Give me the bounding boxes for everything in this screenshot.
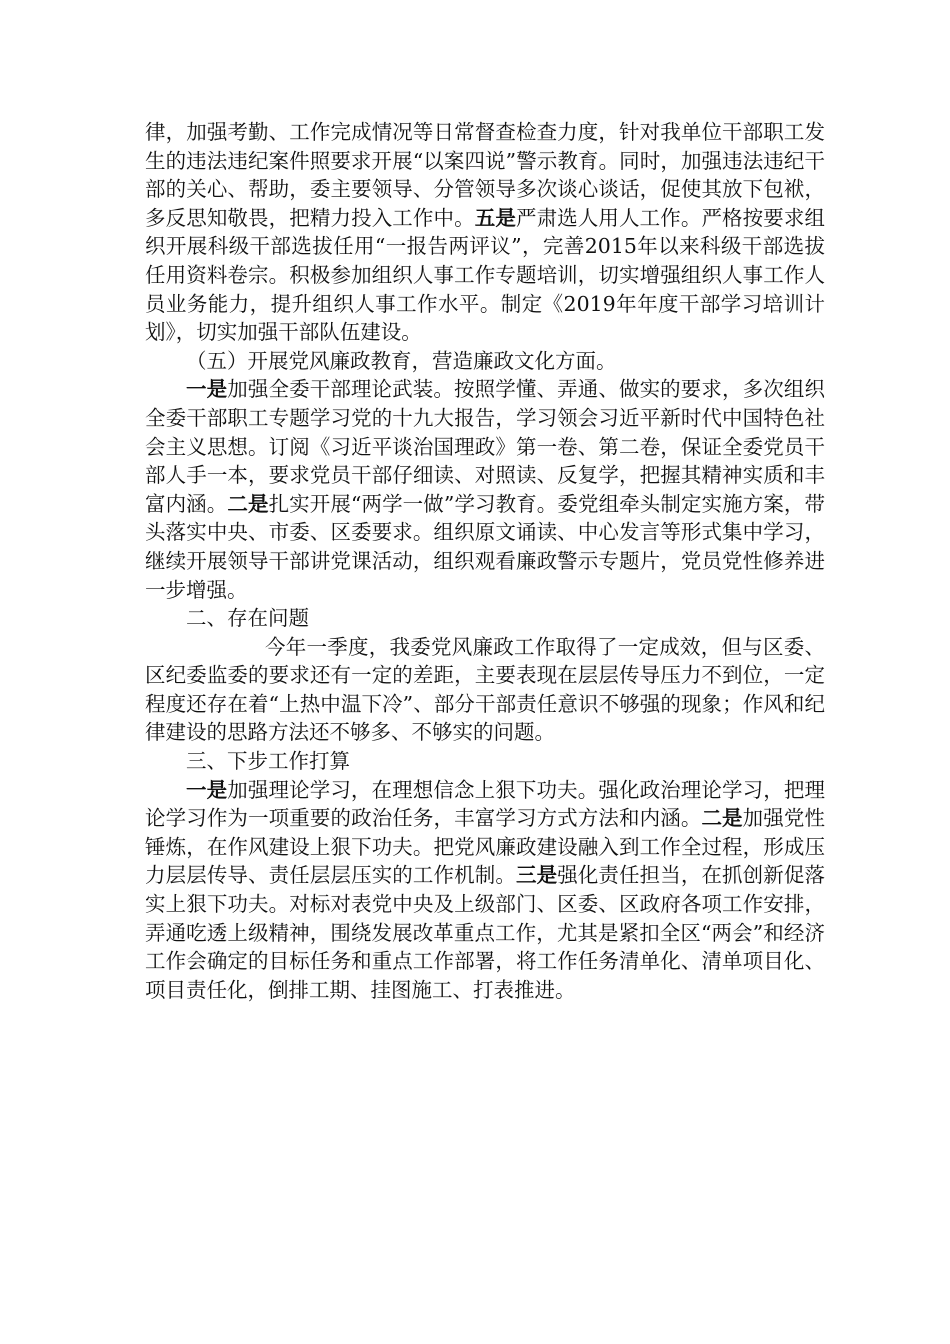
- section-heading-plan: 三、下步工作打算: [186, 749, 350, 774]
- paragraph-text: 加强理论学习，在理想信念上狠下功夫。强化政治理论学习，把理论学习作为一项重要的政治任务，丰富学习方式方法和内涵。: [145, 777, 825, 831]
- keyword-second: 二是: [227, 491, 269, 516]
- keyword-first: 一是: [186, 777, 228, 802]
- paragraph-plan: [145, 776, 825, 1005]
- document-body: [145, 118, 825, 1004]
- keyword-second: 二是: [701, 806, 743, 831]
- keyword-third: 三是: [515, 863, 558, 888]
- paragraph-problems: 今年一季度，我委党风廉政工作取得了一定成效，但与区委、区纪委监委的要求还有一定的差距，主要表现在层层传导压力不到位，一定程度还存在着“上热中温下冷”、部分干部责任意识不够强的现象；作风和纪律建设的思路方法还不够多、不够实的问题。: [145, 634, 825, 745]
- paragraph-education: [145, 375, 825, 604]
- paragraph-text: 律，加强考勤、工作完成情况等日常督查检查力度，针对我单位干部职工发生的违法违纪案件照要求开展“以案四说”警示教育。同时，加强违法违纪干部的关心、帮助，委主要领导、分管领导多次谈心谈话，促使其放下包袱，多反思知敬畏，把精力投入工作中。: [145, 120, 825, 230]
- paragraph-discipline: [145, 118, 825, 347]
- section-heading-problems: 二、存在问题: [186, 606, 309, 631]
- paragraph-text: 强化责任担当，在抓创新促落实上狠下功夫。对标对表党中央及上级部门、区委、区政府各项工作安排，弄通吃透上级精神，围绕发展改革重点工作，尤其是紧扣全区“两会”和经济工作会确定的目标任务和重点工作部署，将工作任务清单化、清单项目化、项目责任化，倒排工期、挂图施工、打表推进。: [145, 863, 825, 1002]
- paragraph-text: 加强全委干部理论武装。按照学懂、弄通、做实的要求，多次组织全委干部职工专题学习党的十九大报告，学习领会习近平新时代中国特色社会主义思想。订阅《习近平谈治国理政》第一卷、第二卷，保证全委党员干部人手一本，要求党员干部仔细读、对照读、反复学，把握其精神实质和丰富内涵。: [145, 377, 825, 516]
- keyword-fifth: 五是: [474, 205, 516, 230]
- paragraph-text: 扎实开展“两学一做”学习教育。委党组牵头制定实施方案，带头落实中央、市委、区委要求。组织原文诵读、中心发言等形式集中学习，继续开展领导干部讲党课活动，组织观看廉政警示专题片，党员党性修养进一步增强。: [145, 491, 826, 602]
- keyword-first: 一是: [186, 377, 228, 402]
- paragraph-text: 加强党性锤炼，在作风建设上狠下功夫。把党风廉政建设融入到工作全过程，形成压力层层传导、责任层层压实的工作机制。: [145, 806, 825, 888]
- paragraph-text: 严肃选人用人工作。严格按要求组织开展科级干部选拔任用“一报告两评议”，完善2015年以来科级干部选拔任用资料卷宗。积极参加组织人事工作专题培训，切实增强组织人事工作人员业务能力，提升组织人事工作水平。制定《2019年年度干部学习培训计划》，切实加强干部队伍建设。: [145, 205, 825, 345]
- section-heading-5: （五）开展党风廉政教育，营造廉政文化方面。: [186, 348, 617, 373]
